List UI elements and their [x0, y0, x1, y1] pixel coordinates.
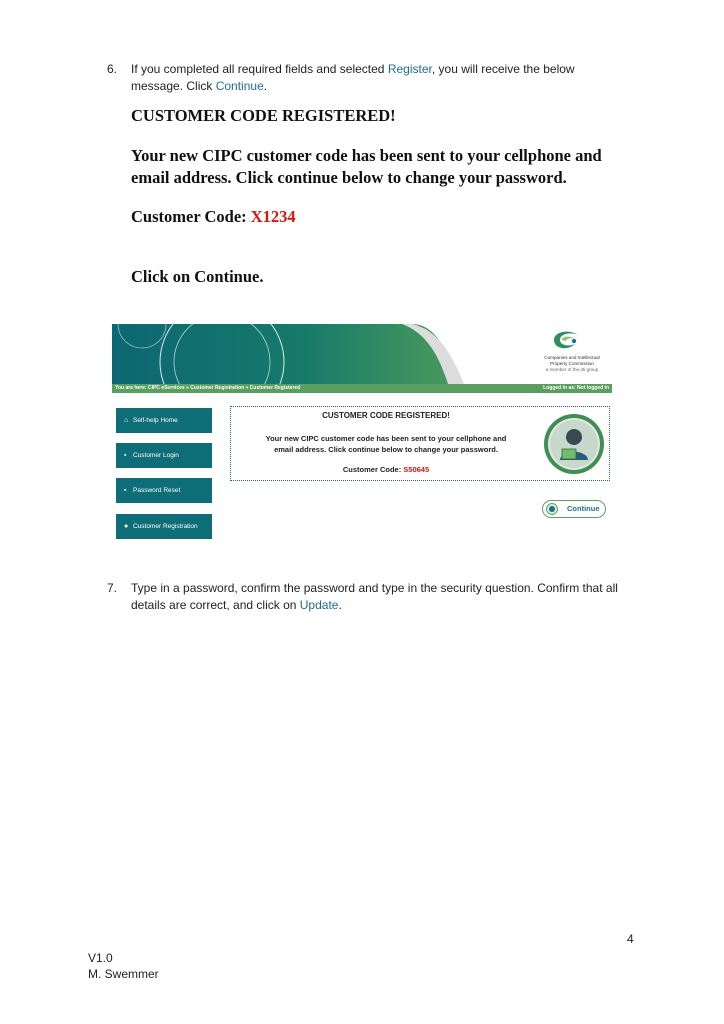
step-6-line-1-post: , you will receive the below	[431, 62, 575, 76]
step-7-line-2	[131, 597, 651, 614]
logo-line-1: Companies and Intellectual	[544, 355, 600, 360]
message-body-line-2: email address. Click continue below to change your password.	[131, 168, 567, 187]
update-link[interactable]: Update	[299, 598, 339, 612]
footer-author: M. Swemmer	[88, 967, 159, 981]
cipc-banner	[112, 324, 612, 384]
cipc-logo-text	[532, 355, 612, 373]
message-heading: CUSTOMER CODE REGISTERED!	[131, 106, 396, 125]
breadcrumb-bar	[112, 384, 612, 393]
footer-version: V1.0	[88, 951, 113, 965]
nav-password-reset[interactable]	[116, 478, 212, 503]
step-6-line-2	[131, 78, 651, 95]
step-7-line-1: Type in a password, confirm the password and type in the security question. Confirm that all	[131, 581, 618, 595]
continue-icon	[546, 503, 558, 515]
home-icon: ⌂	[124, 417, 129, 424]
cipc-logo-icon	[548, 328, 582, 352]
code-label: Customer Code:	[131, 207, 251, 226]
nav-label-customer-login: Customer Login	[133, 452, 179, 459]
nav-label-password-reset: Password Reset	[133, 487, 181, 494]
breadcrumb: You are here: CIPC eServices » Customer Registration » Customer Registered	[115, 385, 301, 391]
login-status: Logged in as: Not logged in	[543, 385, 609, 391]
message-customer-code	[131, 206, 296, 228]
nav-customer-login[interactable]	[116, 443, 212, 468]
box-code-label: Customer Code:	[342, 465, 404, 474]
message-body-line-1: Your new CIPC customer code has been sent to your cellphone and	[131, 146, 602, 165]
step-6-line-2-post: .	[263, 79, 268, 93]
step-7-text	[131, 580, 651, 614]
unlock-icon: ▪	[124, 452, 127, 459]
nav-customer-registration[interactable]	[116, 514, 212, 539]
step-6-text	[131, 61, 651, 95]
box-body	[231, 433, 541, 455]
step-7-line-2-post: .	[338, 598, 342, 612]
step-6-number: 6.	[107, 62, 118, 76]
box-heading: CUSTOMER CODE REGISTERED!	[322, 411, 450, 420]
lock-icon: ▪	[124, 487, 127, 494]
step-6-line-2-pre: message. Click	[131, 79, 216, 93]
step-7-number: 7.	[107, 581, 118, 595]
user-icon: ●	[124, 523, 129, 530]
cipc-screenshot	[112, 324, 612, 540]
nav-self-help-home[interactable]	[116, 408, 212, 433]
code-value: X1234	[250, 207, 296, 226]
logo-line-3: a member of the dti group	[545, 367, 599, 372]
box-body-line-1: Your new CIPC customer code has been sent to your cellphone and	[265, 434, 507, 443]
logo-line-2: Property Commission	[550, 360, 594, 366]
registration-message-box	[230, 406, 610, 481]
page-number: 4	[627, 932, 634, 946]
continue-label: Continue	[567, 504, 600, 513]
banner-graphic	[112, 324, 612, 384]
nav-label-customer-registration: Customer Registration	[133, 523, 198, 530]
message-instruction: Click on Continue.	[131, 267, 264, 286]
register-link[interactable]: Register	[387, 62, 432, 76]
continue-link[interactable]: Continue	[215, 79, 264, 93]
user-avatar-icon	[543, 413, 605, 475]
nav-label-self-help-home: Self-help Home	[133, 417, 178, 424]
step-7-line-2-pre: details are correct, and click on	[131, 598, 300, 612]
box-body-line-2: email address. Click continue below to change your password.	[274, 445, 498, 454]
step-6-line-1	[131, 61, 651, 78]
box-customer-code	[231, 465, 541, 474]
message-body	[131, 145, 651, 189]
box-code-value: S50645	[403, 465, 430, 474]
step-6-line-1-pre: If you completed all required fields and selected	[131, 62, 388, 76]
continue-button[interactable]	[542, 500, 606, 518]
